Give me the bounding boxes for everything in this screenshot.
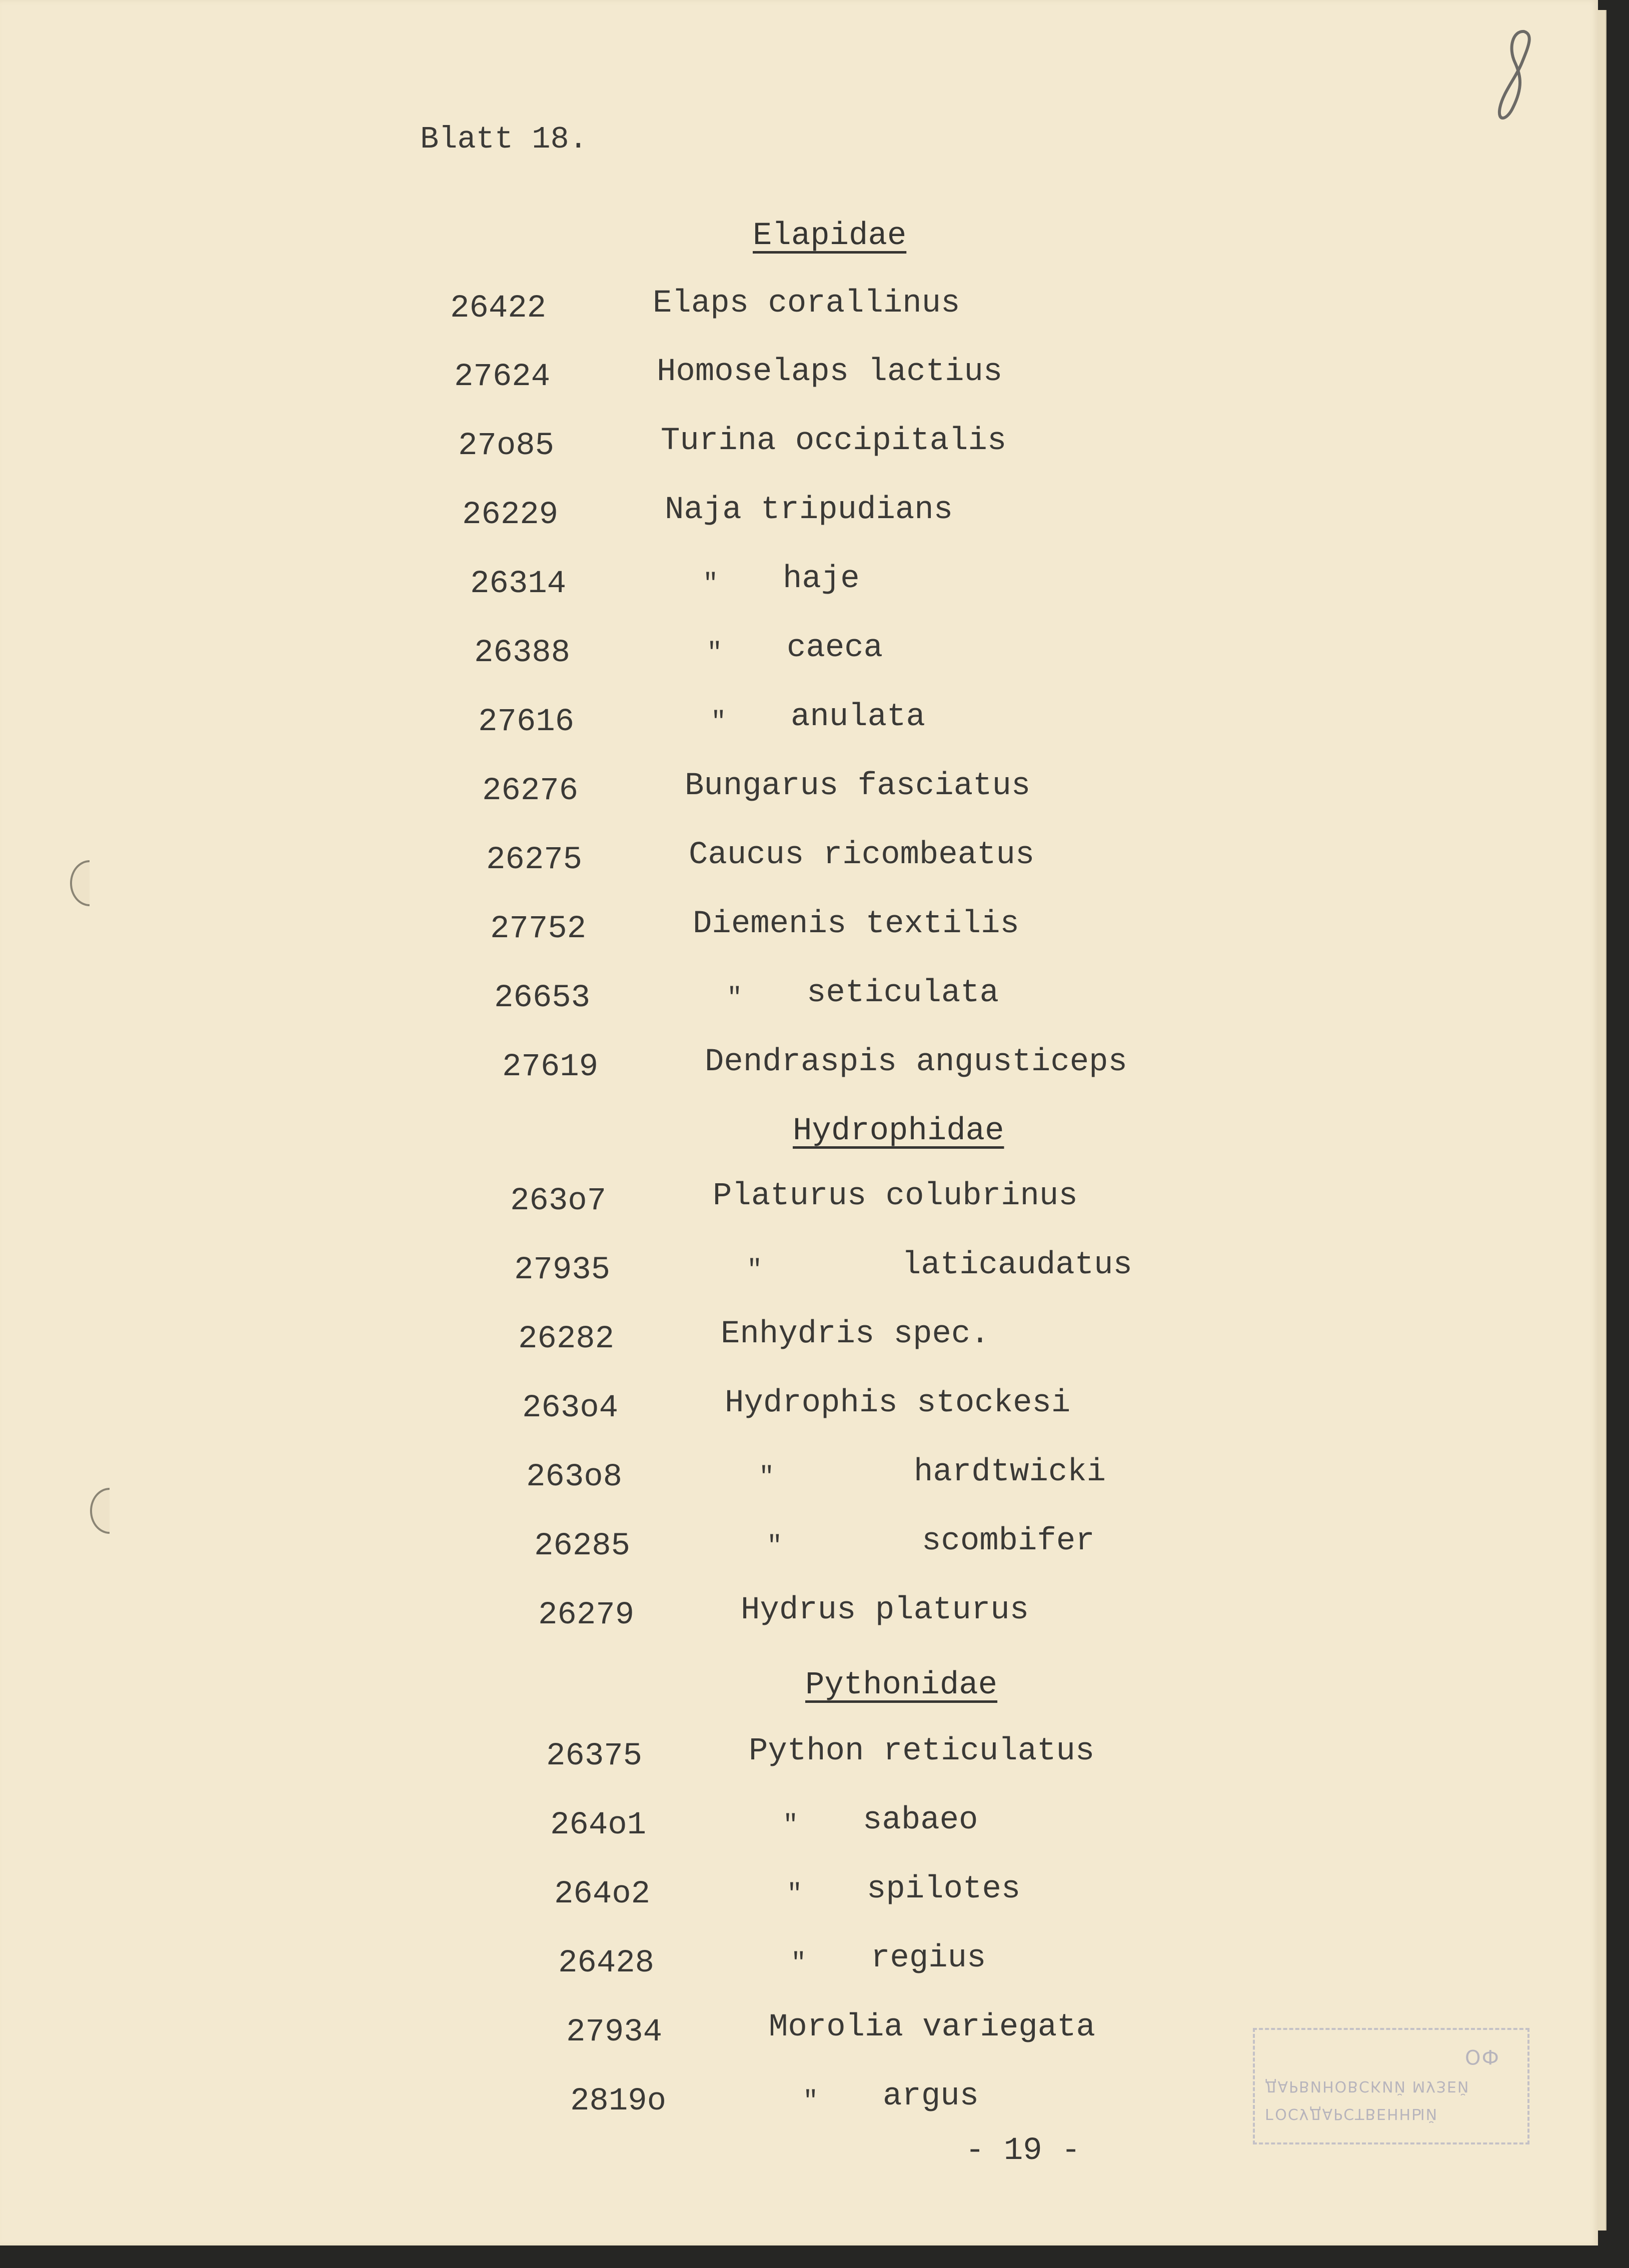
species-name: haje (783, 561, 860, 597)
catalog-number: 26428 (558, 1945, 655, 1981)
species-name: Python reticulatus (749, 1733, 1095, 1769)
catalog-number: 26653 (494, 980, 591, 1016)
archive-stamp (1253, 2028, 1529, 2144)
ditto-mark: " (803, 2086, 819, 2116)
species-name: argus (883, 2078, 979, 2114)
catalog-number: 263o7 (510, 1183, 607, 1219)
punch-hole (90, 1488, 129, 1534)
ditto-mark: " (791, 1948, 807, 1978)
catalog-number: 27935 (514, 1252, 611, 1288)
species-name: caeca (787, 630, 883, 666)
species-name: Diemenis textilis (693, 906, 1019, 942)
page-header: Blatt 18. (420, 122, 588, 157)
catalog-number: 27934 (566, 2014, 663, 2050)
catalog-number: 263o8 (526, 1459, 623, 1495)
species-name: Caucus ricombeatus (689, 837, 1035, 873)
catalog-number: 26422 (450, 291, 547, 327)
ditto-mark: " (767, 1531, 783, 1561)
species-name: Morolia variegata (769, 2009, 1095, 2045)
section-heading: Elapidae (753, 218, 907, 254)
species-name: regius (871, 1940, 986, 1976)
catalog-number: 26279 (538, 1597, 635, 1633)
stamp-line: ГОСУДАРСТВЕННЫЙ (1265, 2105, 1438, 2122)
stamp-line: ДАРВИНОВСКИЙ МУЗЕЙ (1265, 2077, 1470, 2095)
species-name: laticaudatus (902, 1247, 1132, 1283)
species-name: hardtwicki (914, 1454, 1106, 1490)
species-name: anulata (791, 699, 925, 735)
ditto-mark: " (759, 1462, 775, 1492)
ditto-mark: " (707, 638, 723, 668)
catalog-number: 26276 (482, 773, 579, 809)
species-name: Elaps corallinus (653, 286, 960, 322)
catalog-number: 27o85 (458, 428, 555, 464)
catalog-number: 27616 (478, 704, 575, 740)
species-name: sabaeo (863, 1802, 978, 1838)
section-heading: Pythonidae (805, 1667, 998, 1703)
catalog-number: 26285 (534, 1528, 631, 1564)
catalog-number: 26388 (474, 635, 571, 671)
folio-mark (1493, 28, 1538, 128)
catalog-number: 2819o (570, 2083, 667, 2119)
ditto-mark: " (703, 569, 719, 599)
species-name: Dendraspis angusticeps (705, 1044, 1127, 1080)
ditto-mark: " (727, 983, 743, 1013)
species-name: Homoselaps lactius (657, 354, 1003, 390)
species-name: spilotes (867, 1871, 1021, 1907)
species-name: Hydrus platurus (741, 1592, 1029, 1628)
catalog-number: 26282 (518, 1321, 615, 1357)
catalog-number: 27752 (490, 911, 587, 947)
species-name: seticulata (807, 975, 999, 1011)
species-name: Enhydris spec. (721, 1316, 990, 1352)
ditto-mark: " (711, 707, 727, 737)
ditto-mark: " (747, 1255, 763, 1285)
catalog-number: 27619 (502, 1049, 599, 1085)
species-name: Platurus colubrinus (713, 1178, 1078, 1214)
ditto-mark: " (783, 1810, 799, 1840)
species-name: Naja tripudians (665, 492, 953, 528)
species-name: scombifer (922, 1523, 1095, 1559)
catalog-number: 26314 (470, 566, 567, 602)
page-number: - 19 - (965, 2133, 1081, 2169)
catalog-number: 26375 (546, 1738, 643, 1774)
catalog-number: 27624 (454, 359, 551, 395)
species-name: Turina occipitalis (661, 423, 1007, 459)
species-name: Bungarus fasciatus (685, 768, 1031, 804)
catalog-number: 263o4 (522, 1390, 619, 1426)
section-heading: Hydrophidae (793, 1113, 1004, 1149)
punch-hole (70, 860, 109, 906)
catalog-number: 264o2 (554, 1876, 651, 1912)
catalog-number: 26229 (462, 497, 559, 533)
stamp-line: ОФ (1465, 2045, 1500, 2068)
ditto-mark: " (787, 1879, 803, 1909)
catalog-number: 264o1 (550, 1807, 647, 1843)
catalog-number: 26275 (486, 842, 583, 878)
species-name: Hydrophis stockesi (725, 1385, 1071, 1421)
